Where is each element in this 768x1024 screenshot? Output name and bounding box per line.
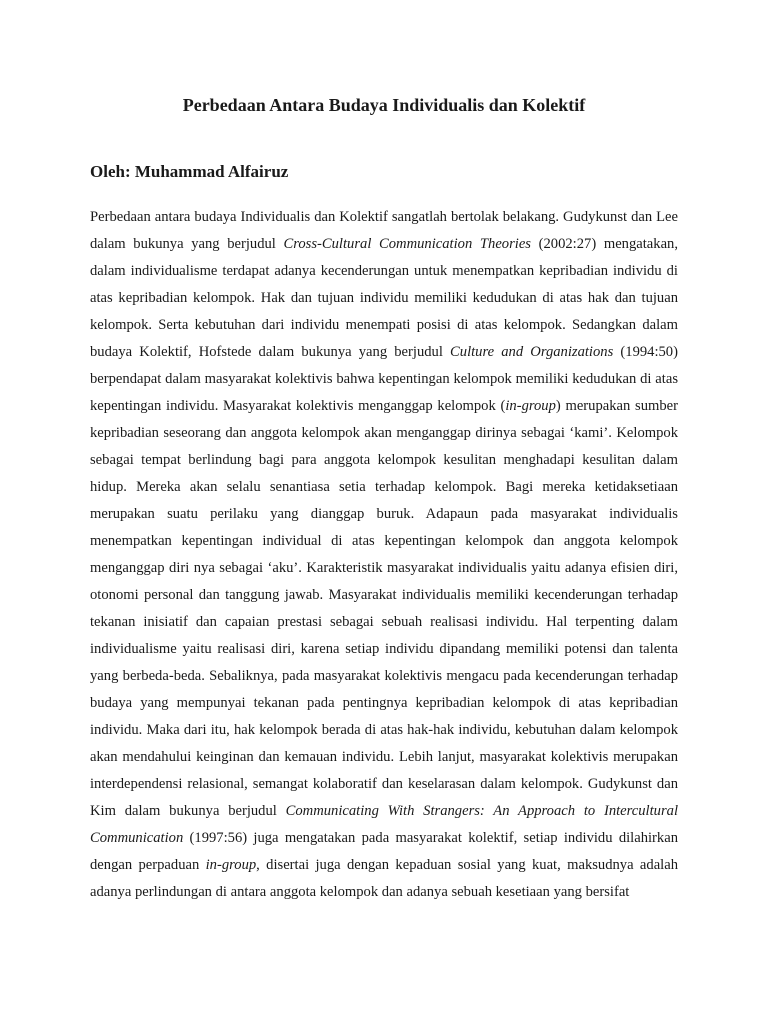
- paragraph-segment-italic: in-group: [505, 398, 556, 414]
- document-author: Oleh: Muhammad Alfairuz: [90, 162, 289, 181]
- paragraph-segment: Perbedaan antara budaya Individualis dan Kolektif sangatlah bertolak belakang. Gudykunst dan Lee dalam bukunya yang berjudul: [90, 209, 678, 252]
- paragraph-segment-italic: Culture and Organizations: [450, 344, 614, 360]
- paragraph-segment: , disertai juga dengan kepaduan sosial yang kuat, maksudnya adalah adanya perlindungan di antara anggota kelompok dan adanya sebuah kesetiaan yang bersifat: [90, 857, 679, 900]
- paragraph-segment-italic: Communicating With Strangers: An Approach to Intercultural Communication: [90, 803, 678, 846]
- paragraph-segment-italic: in-group: [205, 857, 257, 873]
- body-paragraph: [90, 204, 678, 906]
- paragraph-segment-italic: Cross-Cultural Communication Theories: [283, 236, 531, 252]
- paragraph-segment: (1994:50) berpendapat dalam masyarakat kolektivis bahwa kepentingan kelompok memiliki kedudukan di atas kepentingan individu. Masyarakat kolektivis menganggap kelompok (: [90, 344, 678, 414]
- paragraph-segment: (2002:27) mengatakan, dalam individualisme terdapat adanya kecenderungan untuk menempatkan kepribadian individu di atas kepribadian kelompok. Hak dan tujuan individu memiliki kedudukan di atas hak dan tujuan kelompok. Serta kebutuhan dari individu menempati posisi di atas kelompok. Sedangkan dalam budaya Kolektif, Hofstede dalam bukunya yang berjudul: [90, 236, 678, 360]
- paragraph-segment: (1997:56) juga mengatakan pada masyarakat kolektif, setiap individu dilahirkan dengan perpaduan: [90, 830, 678, 873]
- document-title: Perbedaan Antara Budaya Individualis dan Kolektif: [182, 95, 586, 115]
- paragraph-segment: ) merupakan sumber kepribadian seseorang dan anggota kelompok akan menganggap dirinya sebagai ‘kami’. Kelompok sebagai tempat berlindung bagi para anggota kelompok kesulitan menghadapi kesulitan dalam hidup. Mereka akan selalu senantiasa setia terhadap kelompok. Bagi mereka ketidaksetiaan merupakan suatu perilaku yang dianggap buruk. Adapaun pada masyarakat individualis menempatkan kepentingan individual di atas kepentingan kelompok dan anggota kelompok menganggap diri nya sebagai ‘aku’. Karakteristik masyarakat individualis yaitu adanya efisien diri, otonomi personal dan tanggung jawab. Masyarakat individualis memiliki kecenderungan terhadap tekanan inisiatif dan capaian prestasi sebagai sebuah realisasi individu. Hal terpenting dalam individualisme yaitu realisasi diri, karena setiap individu dipandang memiliki potensi dan talenta yang berbeda-beda. Sebaliknya, pada masyarakat kolektivis mengacu pada kecenderungan terhadap budaya yang mempunyai tekanan pada pentingnya kepribadian kelompok di atas kepribadian individu. Maka dari itu, hak kelompok berada di atas hak-hak individu, kebutuhan dalam kelompok akan mendahului keinginan dan kemauan individu. Lebih lanjut, masyarakat kolektivis merupakan interdependensi relasional, semangat kolaboratif dan keselarasan dalam kelompok. Gudykunst dan Kim dalam bukunya berjudul: [90, 398, 678, 819]
